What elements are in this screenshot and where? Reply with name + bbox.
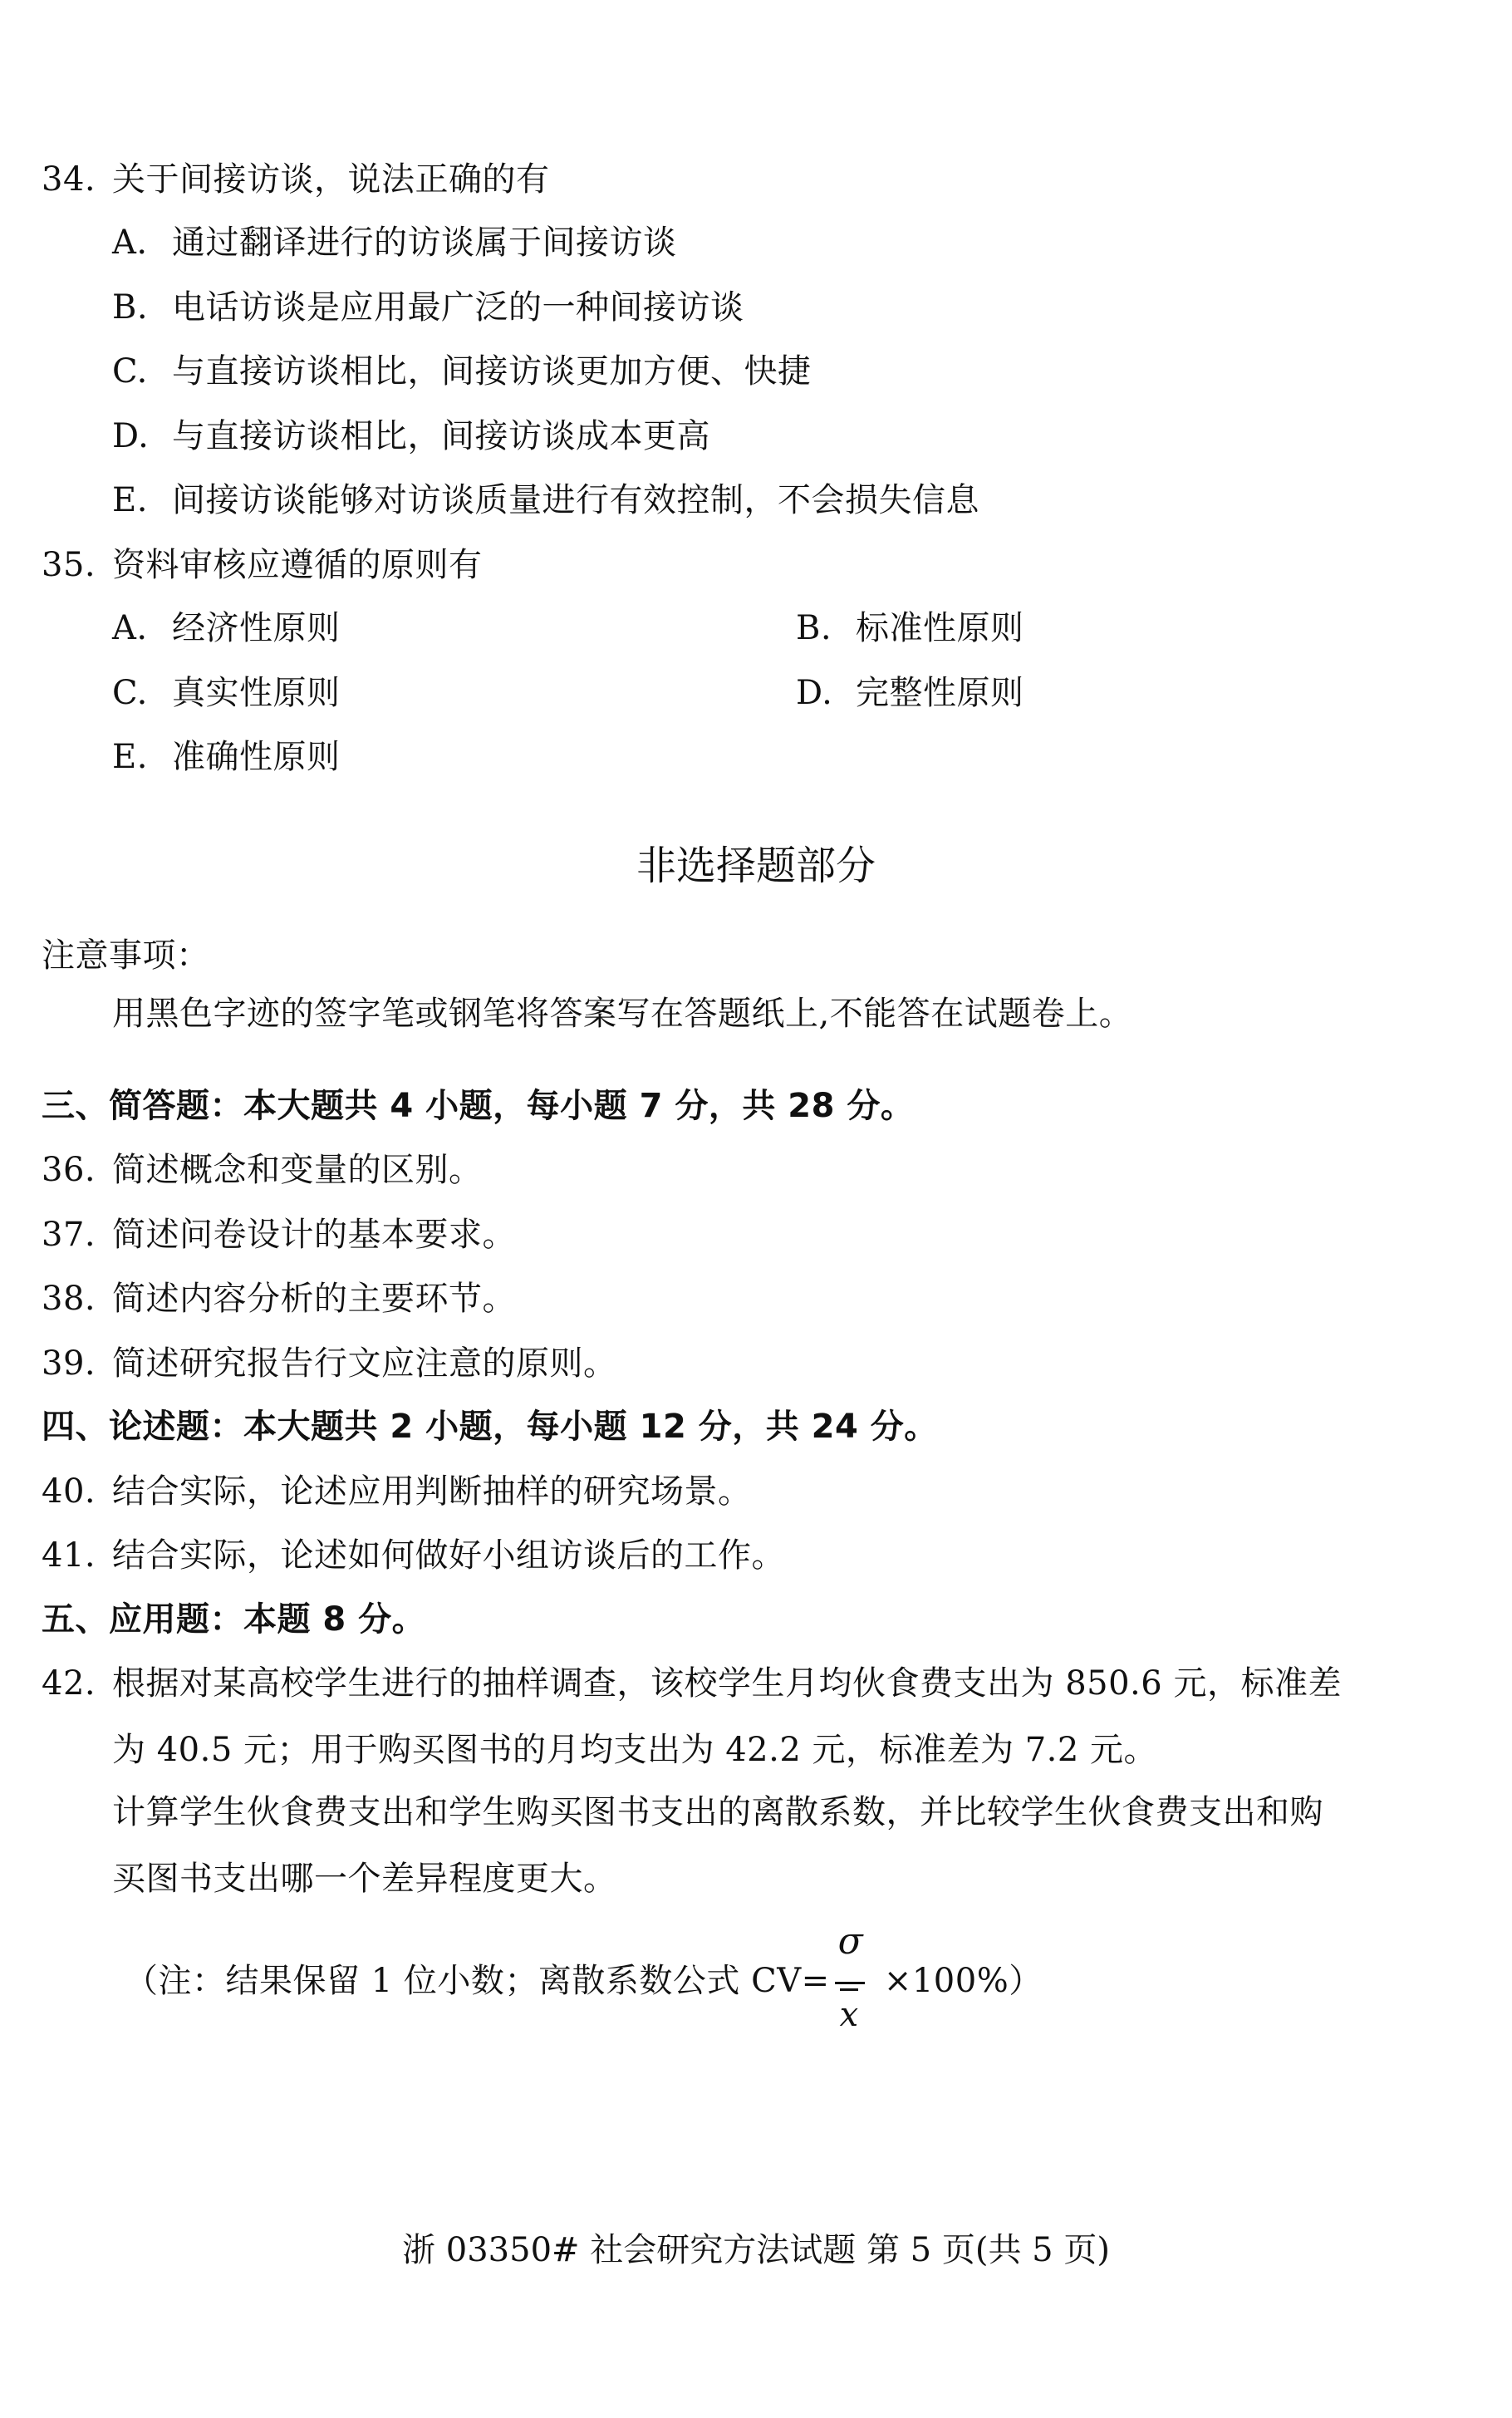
question-number: 34. (42, 160, 96, 199)
option-text: 经济性原则 (172, 609, 341, 647)
option-text: 与直接访谈相比，间接访谈成本更高 (172, 417, 710, 455)
option-text: 通过翻译进行的访谈属于间接访谈 (172, 224, 677, 262)
note-suffix: ×100%） (872, 1962, 1043, 2000)
question-text: 简述研究报告行文应注意的原则。 (112, 1344, 617, 1383)
section-header: 五、应用题：本题 8 分。 (42, 1600, 426, 1639)
section-header: 四、论述题：本大题共 2 小题，每小题 12 分，共 24 分。 (42, 1408, 938, 1446)
option-text: 标准性原则 (856, 609, 1024, 647)
question-text: 计算学生伙食费支出和学生购买图书支出的离散系数，并比较学生伙食费支出和购 (112, 1793, 1323, 1831)
cv-fraction (835, 1920, 868, 2034)
fraction-numerator: σ (837, 1920, 864, 1963)
section-header: 三、简答题：本大题共 4 小题，每小题 7 分，共 28 分。 (42, 1087, 915, 1125)
question-text: 简述概念和变量的区别。 (112, 1151, 483, 1189)
option-letter: E. (112, 738, 148, 776)
notice-text: 用黑色字迹的签字笔或钢笔将答案写在答题纸上,不能答在试题卷上。 (112, 995, 1133, 1033)
question-text: 买图书支出哪一个差异程度更大。 (112, 1860, 617, 1898)
fraction-denominator: x (839, 1996, 859, 2034)
fraction-bar (835, 1982, 865, 1984)
option-letter: C. (112, 674, 148, 712)
question-number: 37. (42, 1216, 96, 1254)
option-letter: E. (112, 481, 148, 519)
question-text: 为 40.5 元；用于购买图书的月均支出为 42.2 元，标准差为 7.2 元。 (112, 1731, 1158, 1769)
question-number: 35. (42, 546, 96, 584)
question-text: 结合实际，论述应用判断抽样的研究场景。 (112, 1472, 752, 1511)
question-text: 根据对某高校学生进行的抽样调查，该校学生月均伙食费支出为 850.6 元，标准差 (112, 1664, 1342, 1703)
page-footer: 浙 03350# 社会研究方法试题 第 5 页(共 5 页) (402, 2231, 1110, 2269)
option-text: 完整性原则 (856, 674, 1024, 712)
option-letter: B. (796, 609, 832, 647)
option-letter: D. (796, 674, 833, 712)
option-35-b (796, 605, 1024, 651)
option-text: 电话访谈是应用最广泛的一种间接访谈 (172, 288, 744, 327)
option-text: 真实性原则 (172, 674, 341, 712)
option-letter: C. (112, 352, 148, 391)
option-letter: D. (112, 417, 150, 455)
question-stem: 资料审核应遵循的原则有 (112, 546, 483, 584)
question-number: 36. (42, 1151, 96, 1189)
question-number: 39. (42, 1344, 96, 1383)
notice-heading: 注意事项： (42, 936, 210, 975)
question-text: 简述内容分析的主要环节。 (112, 1280, 516, 1318)
option-35-e (112, 734, 341, 780)
question-stem: 关于间接访谈，说法正确的有 (112, 160, 550, 199)
question-number: 42. (42, 1664, 96, 1703)
option-35-c (112, 670, 341, 716)
option-letter: A. (112, 609, 148, 647)
option-text: 与直接访谈相比，间接访谈更加方便、快捷 (172, 352, 812, 391)
question-text: 简述问卷设计的基本要求。 (112, 1216, 516, 1254)
option-35-d (796, 670, 1024, 716)
option-text: 准确性原则 (172, 738, 341, 776)
question-text: 结合实际，论述如何做好小组访谈后的工作。 (112, 1536, 785, 1575)
option-letter: A. (112, 224, 148, 262)
option-text: 间接访谈能够对访谈质量进行有效控制，不会损失信息 (172, 481, 979, 519)
question-number: 38. (42, 1280, 96, 1318)
question-number: 41. (42, 1536, 96, 1575)
question-number: 40. (42, 1472, 96, 1511)
fraction-mean-bar (840, 1988, 858, 1991)
part-title: 非选择题部分 (636, 843, 876, 889)
option-35-a (112, 605, 341, 651)
formula-note (125, 1920, 1043, 2034)
option-letter: B. (112, 288, 149, 327)
note-prefix: （注：结果保留 1 位小数；离散系数公式 CV= (125, 1962, 830, 2000)
